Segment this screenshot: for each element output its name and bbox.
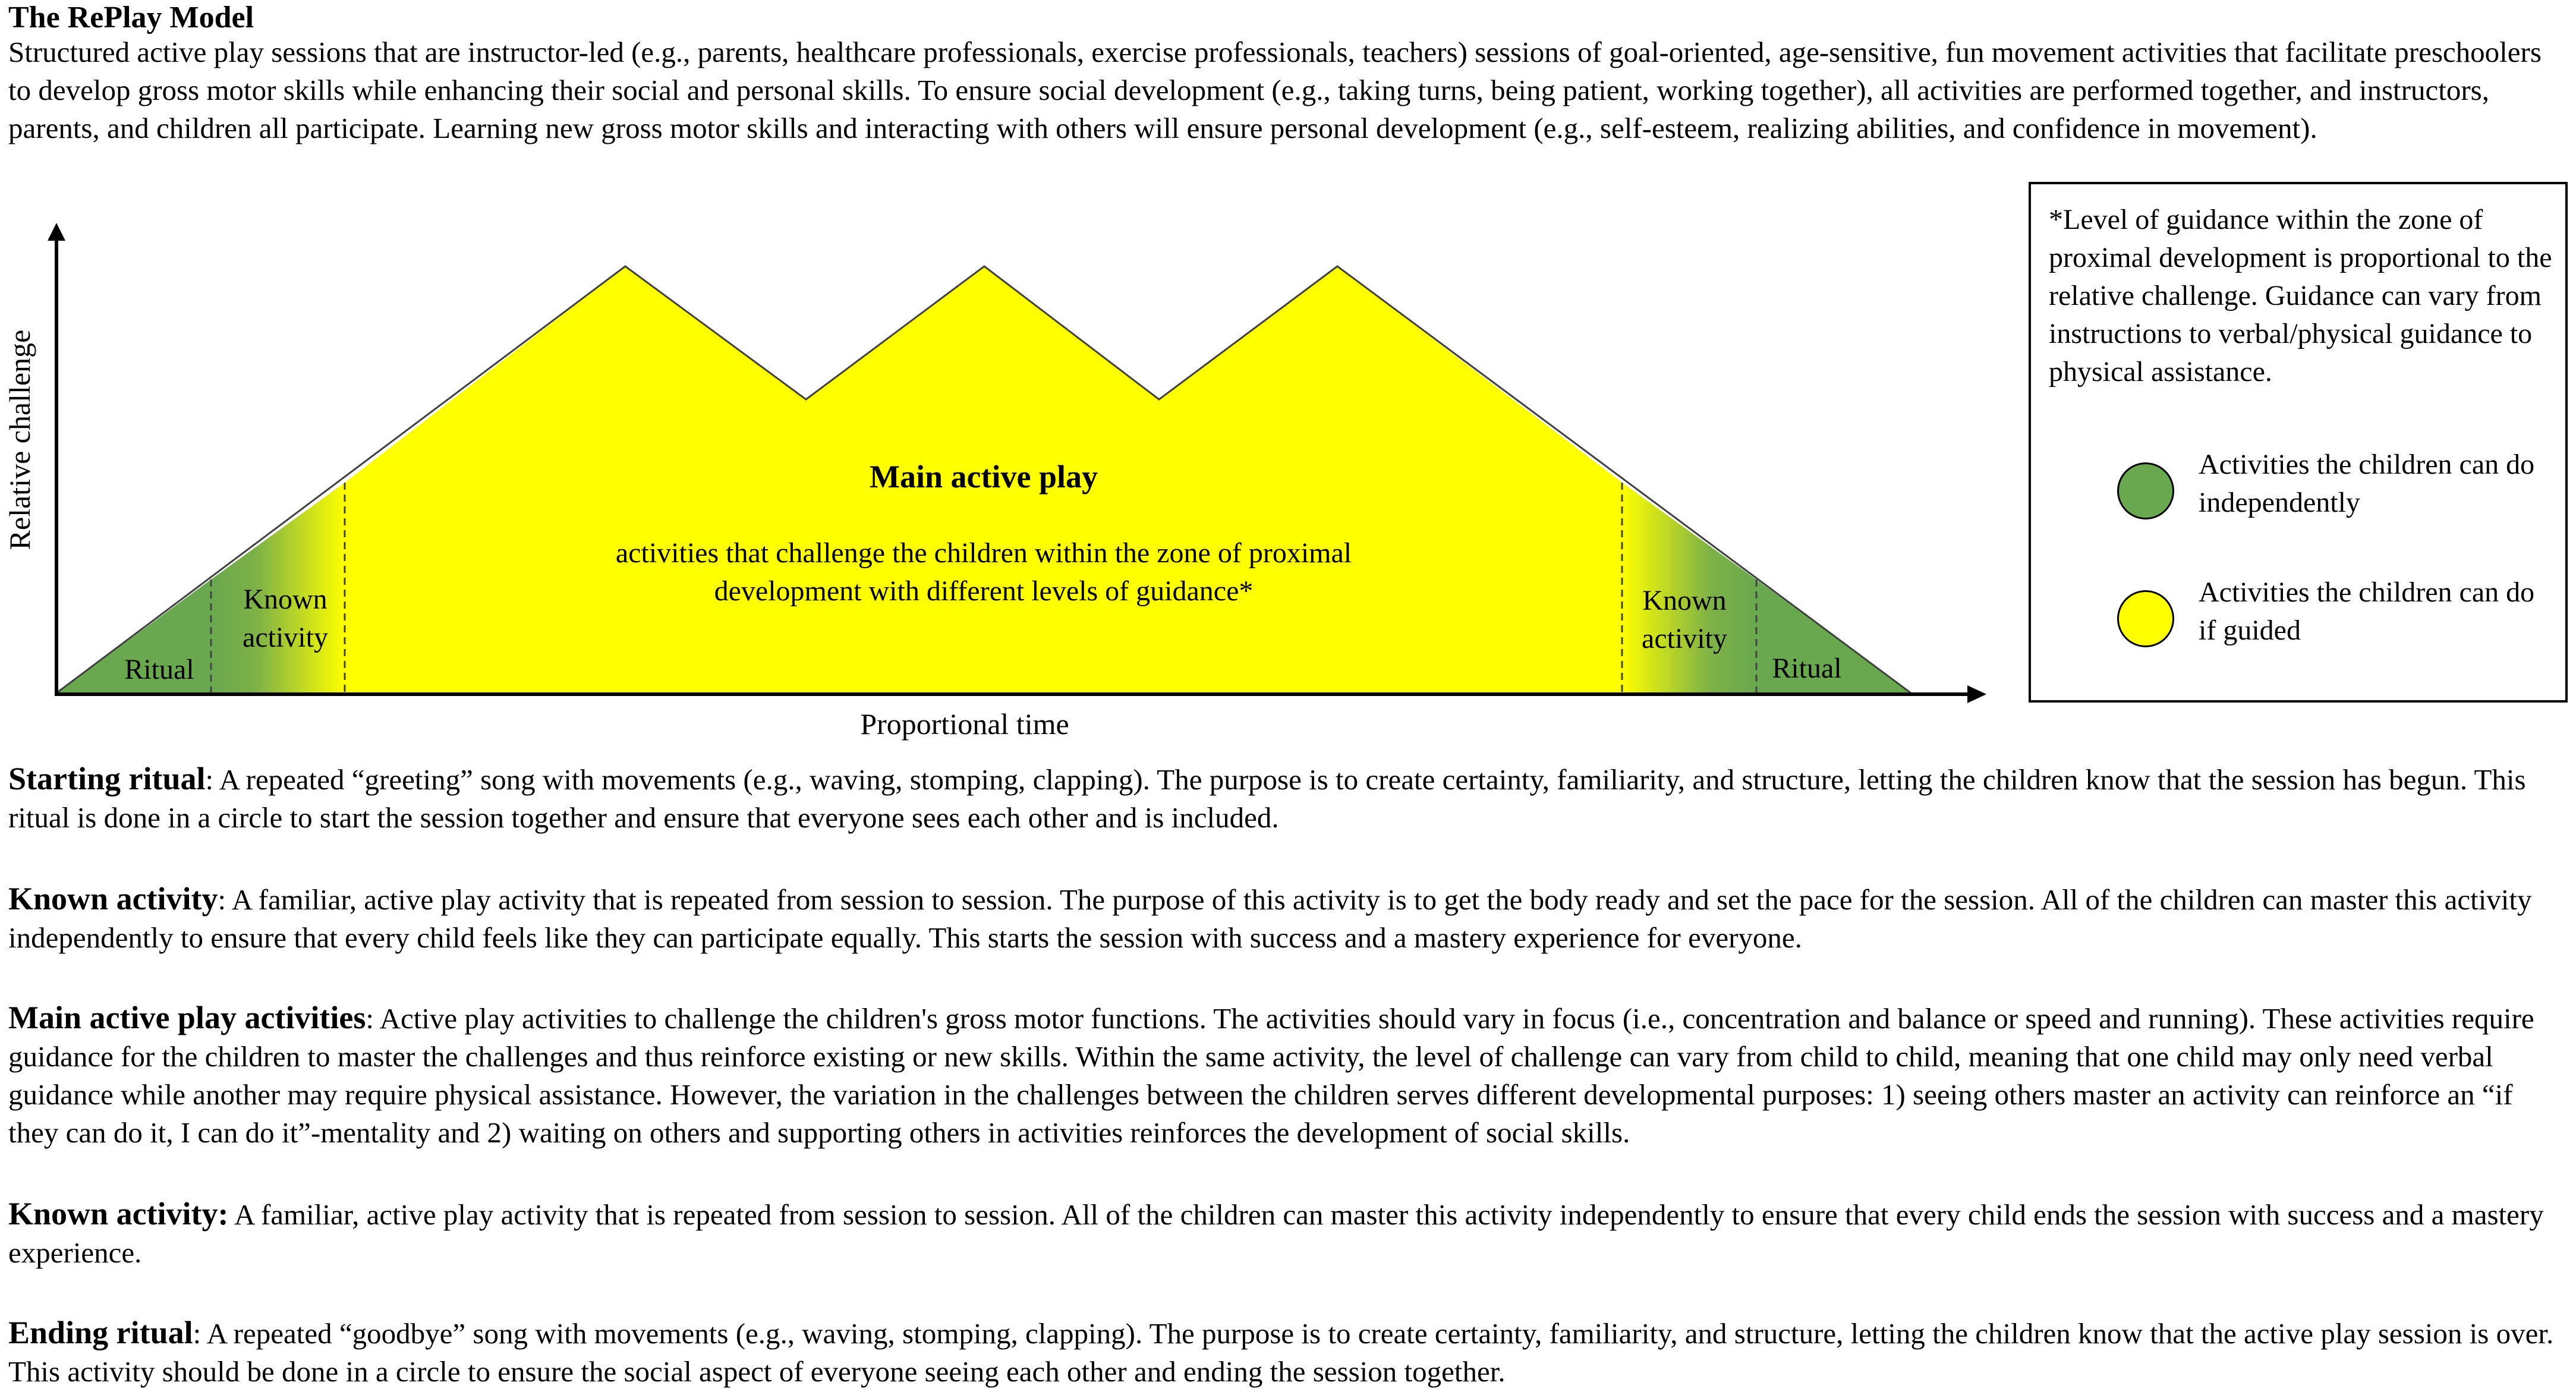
section-sep: : — [366, 1002, 380, 1035]
page-title: The RePlay Model — [8, 1, 254, 34]
legend-label-independent: Activities the children can do independently — [2199, 449, 2535, 518]
section-term: Ending ritual — [8, 1315, 193, 1350]
known-right-label-line1: Known — [1642, 585, 1727, 616]
intro-paragraph: Structured active play sessions that are instructor-led (e.g., parents, healthcare professionals, exercise professionals, teachers) sessions of goal-oriented, age-sensitive, fun movement activities that facilitate preschoolers to develop gross motor skills while enhancing their social and personal skills. To ensure social development (e.g., taking turns, being patient, working together), all activities are performed together, and instructors, parents, and children all participate. Learning new gross motor skills and interacting with others will ensure personal development (e.g., self-esteem, realizing abilities, and confidence in movement). — [8, 36, 2542, 144]
legend-box — [2029, 182, 2568, 703]
section-sep — [229, 1198, 235, 1231]
ritual-right-label: Ritual — [1772, 653, 1842, 684]
x-axis-arrowhead — [1967, 685, 1986, 703]
section-term: Known activity — [8, 881, 218, 917]
main-play-title: Main active play — [870, 459, 1098, 495]
y-axis-label: Relative challenge — [3, 329, 36, 550]
section-term: Known activity: — [8, 1196, 229, 1232]
known-left-label-line1: Known — [243, 584, 327, 615]
legend-item-independent — [2031, 446, 2566, 529]
replay-diagram — [0, 178, 2021, 749]
section-sep: : — [205, 763, 219, 796]
section-text: A repeated “greeting” song with movements (e.g., waving, stomping, clapping). The purpose is to create certainty, familiarity, and structure, letting the children know that the session has begun. This ritual is done in a circle to start the session together and ensure that everyone sees each other and is included. — [8, 763, 2526, 834]
ritual-left-label: Ritual — [124, 654, 194, 685]
yellow-circle-icon — [2117, 590, 2174, 647]
legend-label-guided: Activities the children can do if guided — [2199, 577, 2535, 646]
legend-note: *Level of guidance within the zone of proximal development is proportional to the relative challenge. Guidance can vary from instructions to verbal/physical guidance to physical assistance. — [2049, 204, 2552, 388]
section-text: A familiar, active play activity that is repeated from session to session. The purpose of this activity is to get the body ready and set the pace for the session. All of the children can master this activity independently to ensure that every child feels like they can participate equally. This starts the session with success and a mastery experience for everyone. — [8, 883, 2532, 954]
main-play-desc-line1: activities that challenge the children within the zone of proximal — [615, 537, 1352, 569]
main-play-desc-line2: development with different levels of guidance* — [714, 575, 1254, 607]
section-main-active-play — [8, 999, 2564, 1152]
legend-item-guided — [2031, 574, 2566, 657]
section-starting-ritual — [8, 760, 2564, 837]
section-term: Starting ritual — [8, 761, 206, 796]
section-text: Active play activities to challenge the children's gross motor functions. The activities should vary in focus (i.e., concentration and balance or speed and running). These activities require guidance for the children to master the challenges and thus reinforce existing or new skills. Within the same activity, the level of challenge can vary from child to child, meaning that one child may only need verbal guidance while another may require physical assistance. However, the variation in the challenges between the children serves different developmental purposes: 1) seeing others master an activity can reinforce an “if they can do it, I can do it”-mentality and 2) waiting on others and supporting others in activities reinforces the development of social skills. — [8, 1002, 2534, 1149]
section-text: A familiar, active play activity that is repeated from session to session. All of the children can master this activity independently to ensure that every child ends the session with success and a mastery experience. — [8, 1198, 2544, 1269]
x-axis-label: Proportional time — [860, 707, 1069, 741]
known-left-label-line2: activity — [243, 622, 328, 653]
section-text: A repeated “goodbye” song with movements (e.g., waving, stomping, clapping). The purpose is to create certainty, familiarity, and structure, letting the children know that the active play session is over. This activity should be done in a circle to ensure the social aspect of everyone seeing each other and ending the session together. — [8, 1317, 2554, 1388]
section-term: Main active play activities — [8, 1000, 366, 1035]
section-known-activity-end — [8, 1195, 2564, 1272]
section-ending-ritual — [8, 1314, 2564, 1391]
known-right-label-line2: activity — [1642, 623, 1727, 654]
section-known-activity-start — [8, 880, 2564, 957]
section-sep: : — [193, 1317, 207, 1350]
y-axis-arrowhead — [48, 223, 65, 241]
section-sep: : — [218, 883, 232, 916]
green-circle-icon — [2117, 462, 2174, 519]
